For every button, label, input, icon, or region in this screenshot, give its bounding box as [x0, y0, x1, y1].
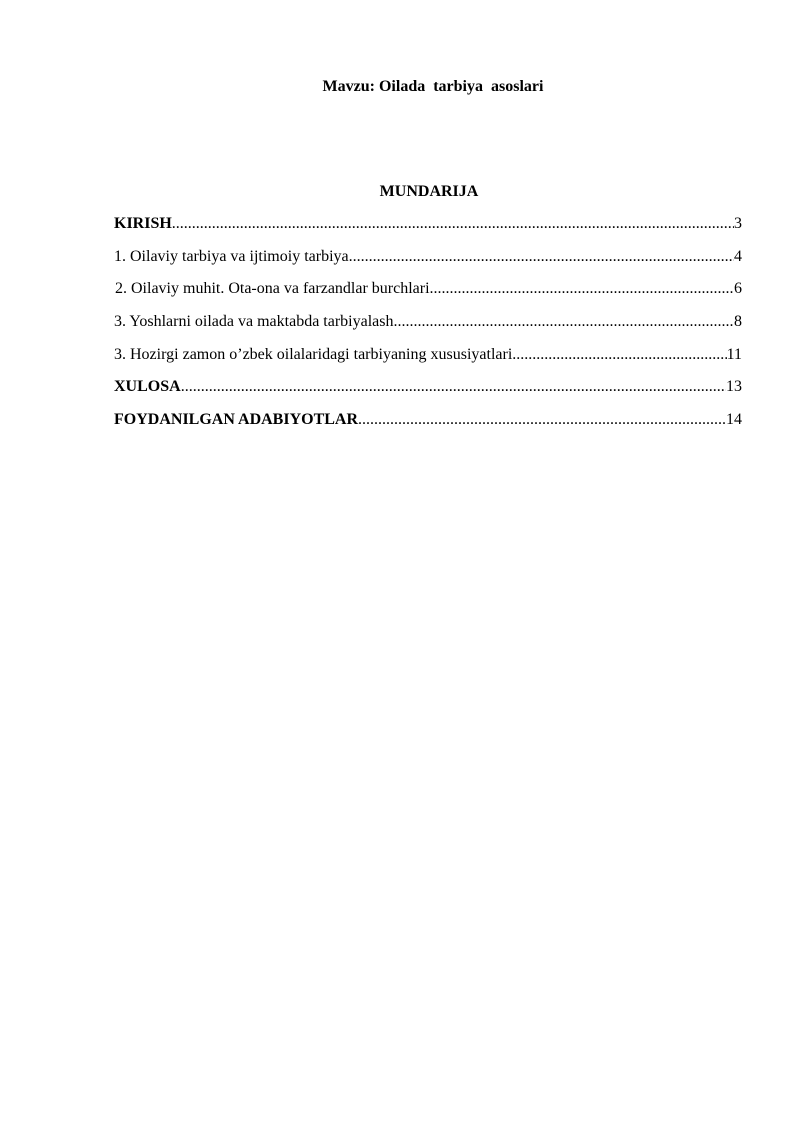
- toc-leader-dots: [358, 410, 726, 430]
- toc-entry-page: 4: [734, 247, 742, 265]
- toc-entry-page: 3: [734, 215, 742, 232]
- toc-entry-section-2[interactable]: [114, 279, 742, 312]
- toc-entry-label: KIRISH: [114, 215, 172, 232]
- toc-entry-page: 11: [726, 345, 742, 363]
- toc-entry-kirish[interactable]: [114, 214, 742, 247]
- toc-entry-section-3[interactable]: [114, 312, 742, 345]
- toc-leader-dots: [172, 214, 734, 234]
- toc-entry-page: 6: [734, 280, 742, 298]
- toc-entry-adabiyotlar[interactable]: [114, 410, 742, 443]
- toc-entry-label: 2. Oilaviy muhit. Ota-ona va farzandlar burchlari: [115, 280, 430, 298]
- toc-leader-dots: [181, 377, 726, 397]
- toc-entry-label: XULOSA: [114, 378, 181, 396]
- toc-leader-dots: [394, 312, 735, 332]
- toc-entry-section-1[interactable]: [114, 247, 742, 280]
- toc-entry-page: 13: [726, 378, 742, 396]
- table-of-contents: [114, 214, 742, 443]
- toc-entry-label: 3. Yoshlarni oilada va maktabda tarbiyalash: [114, 313, 394, 331]
- toc-entry-page: 14: [726, 411, 742, 429]
- toc-entry-label: 1. Oilaviy tarbiya va ijtimoiy tarbiya: [114, 247, 349, 265]
- toc-leader-dots: [430, 279, 734, 299]
- toc-entry-label: 3. Hozirgi zamon o’zbek oilalaridagi tarbiyaning xususiyatlari: [114, 345, 513, 363]
- toc-leader-dots: [512, 345, 726, 365]
- toc-entry-xulosa[interactable]: [114, 377, 742, 410]
- toc-leader-dots: [349, 247, 734, 267]
- toc-entry-page: 8: [734, 313, 742, 331]
- toc-heading: MUNDARIJA: [379, 183, 479, 200]
- toc-entry-section-3b[interactable]: [114, 345, 742, 378]
- document-title: Mavzu: Oilada tarbiya asoslari: [322, 78, 544, 95]
- toc-entry-label: FOYDANILGAN ADABIYOTLAR: [114, 411, 359, 429]
